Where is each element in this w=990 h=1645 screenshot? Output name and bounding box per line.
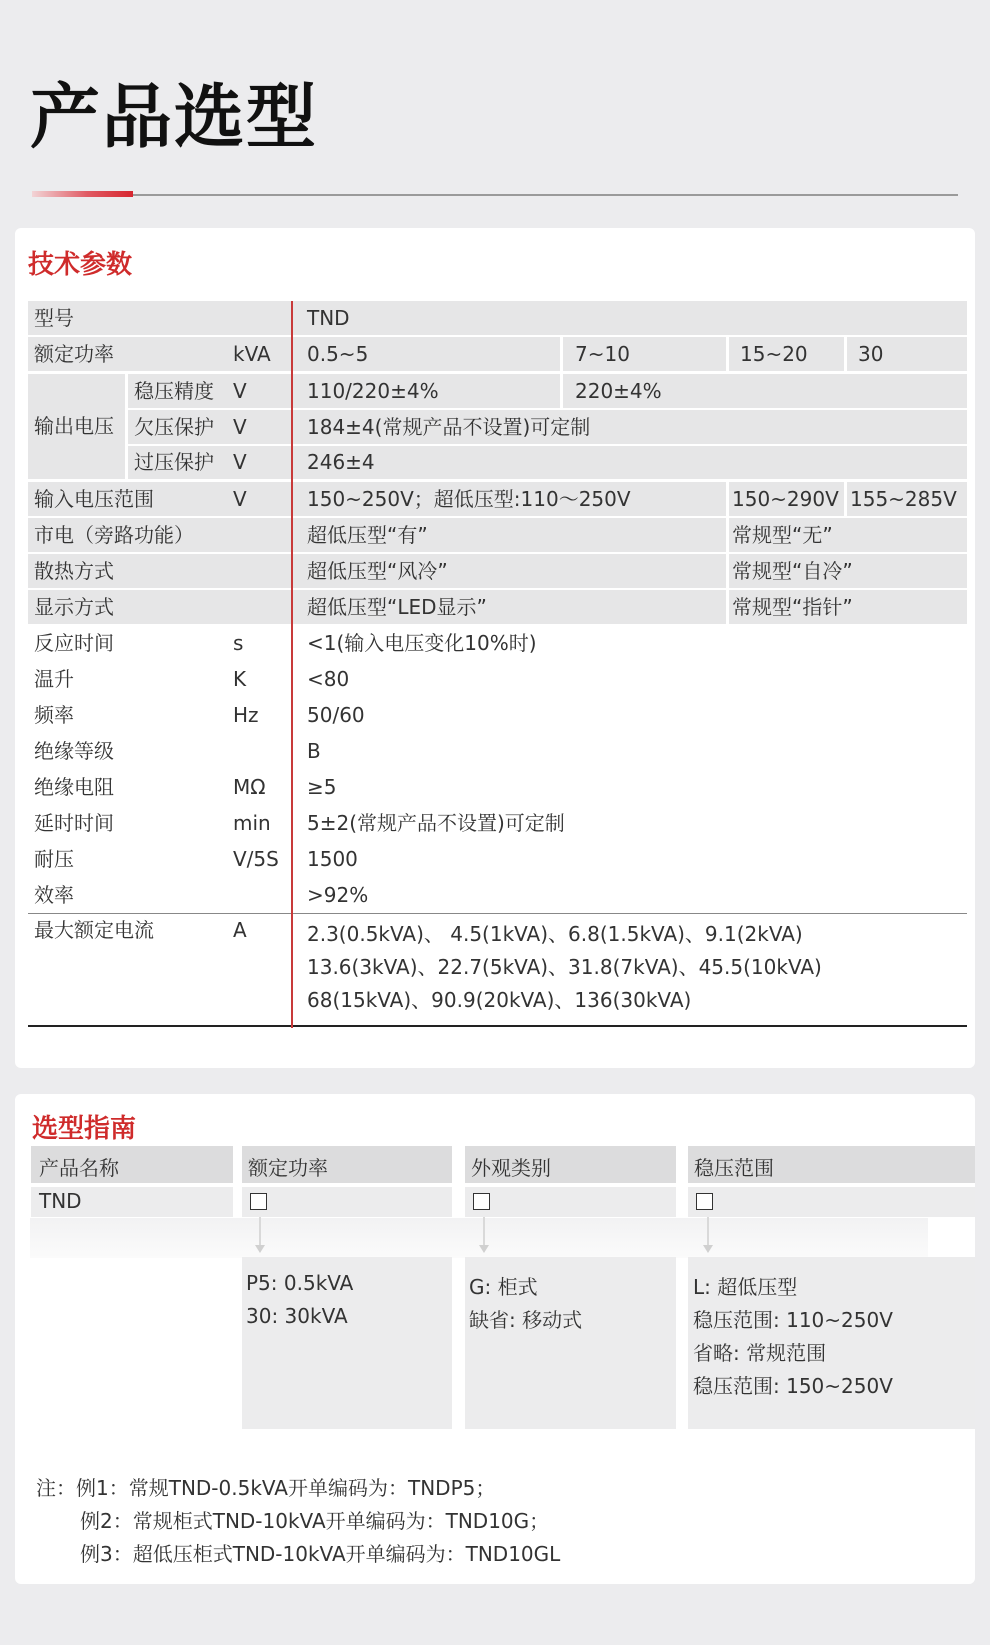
appearance-option: G: 柜式 [469,1275,538,1299]
bypass-label: 市电（旁路功能） [34,523,194,547]
cooling-label: 散热方式 [34,559,114,583]
power-option: 30: 30kVA [246,1304,348,1328]
range-option: 省略: 常规范围 [693,1341,827,1365]
header-label: 外观类别 [471,1156,551,1180]
table-row [28,626,967,660]
power-code-checkbox[interactable] [250,1193,267,1210]
row-value: 5±2(常规产品不设置)可定制 [307,811,565,835]
table-row [28,734,967,768]
row-label: 反应时间 [34,631,114,655]
power-value: 0.5~5 [307,342,369,366]
appearance-code-cell [465,1187,676,1217]
range-option: L: 超低压型 [693,1275,798,1299]
specs-title: 技术参数 [28,250,133,280]
table-row [28,662,967,696]
table-row [28,337,967,371]
undervoltage-value: 184±4(常规产品不设置)可定制 [307,415,591,439]
row-value: 1500 [307,847,358,871]
title-divider [32,194,958,196]
input-range-value: 155~285V [850,487,957,511]
display-value: 常规型“指针” [732,595,853,619]
display-label: 显示方式 [34,595,114,619]
row-value: ≥5 [307,775,337,799]
row-unit: min [233,811,271,835]
row-unit: V/5S [233,847,279,871]
range-option: 稳压范围: 150~250V [693,1374,893,1398]
range-option: 稳压范围: 110~250V [693,1308,893,1332]
product-name: TND [39,1189,82,1213]
model-label: 型号 [34,306,74,330]
page-title: 产品选型 [30,76,318,158]
table-row [28,698,967,732]
row-value: <80 [307,667,350,691]
max-current-label: 最大额定电流 [34,918,154,942]
row-unit: Hz [233,703,259,727]
row-label: 绝缘等级 [34,739,114,763]
appearance-options-box [465,1257,676,1429]
row-value: B [307,739,321,763]
range-code-checkbox[interactable] [696,1193,713,1210]
spec-table [28,301,967,1028]
max-current-line: 13.6(3kVA)、22.7(5kVA)、31.8(7kVA)、45.5(10kVA) [307,955,822,979]
appearance-code-checkbox[interactable] [473,1193,490,1210]
guide-header [465,1146,676,1183]
header-label: 额定功率 [248,1156,328,1180]
row-label: 效率 [34,883,74,907]
guide-header [688,1146,975,1183]
row-label: 耐压 [34,847,74,871]
bypass-value: 常规型“无” [732,523,833,547]
regulation-label: 稳压精度 [134,379,214,403]
down-arrow-icon [483,1217,485,1251]
row-unit: s [233,631,244,655]
power-label: 额定功率 [34,342,114,366]
power-option: P5: 0.5kVA [246,1271,354,1295]
power-value: 15~20 [740,342,808,366]
table-row [28,301,967,335]
row-label: 绝缘电阻 [34,775,114,799]
cooling-value: 常规型“自冷” [732,559,853,583]
down-arrow-icon [259,1217,261,1251]
row-label: 延时时间 [34,811,114,835]
title-accent-bar [32,191,133,197]
overvoltage-value: 246±4 [307,450,375,474]
guide-header [242,1146,452,1183]
max-current-line: 2.3(0.5kVA)、 4.5(1kVA)、6.8(1.5kVA)、9.1(2kVA) [307,922,803,946]
input-range-value: 150~290V [732,487,839,511]
power-value: 30 [858,342,884,366]
model-value: TND [307,306,350,330]
max-current-line: 68(15kVA)、90.9(20kVA)、136(30kVA) [307,988,692,1012]
guide-title: 选型指南 [32,1114,137,1144]
header-label: 稳压范围 [694,1156,774,1180]
bypass-value: 超低压型“有” [307,523,428,547]
power-value: 7~10 [575,342,630,366]
down-arrow-icon [707,1217,709,1251]
product-name-cell [31,1187,233,1217]
table-row [28,770,967,804]
power-unit: kVA [233,342,271,366]
row-value: >92% [307,883,369,907]
note-line: 注：例1：常规TND-0.5kVA开单编码为：TNDP5； [36,1476,496,1500]
row-label: 频率 [34,703,74,727]
note-line: 例3：超低压柜式TND-10kVA开单编码为：TND10GL [80,1542,561,1566]
display-value: 超低压型“LED显示” [307,595,487,619]
undervoltage-unit: V [233,415,247,439]
input-range-value: 150~250V；超低压型:110～250V [307,487,631,511]
specs-card [15,228,975,1068]
row-value: 50/60 [307,703,365,727]
table-row [28,842,967,876]
note-line: 例2：常规柜式TND-10kVA开单编码为：TND10G； [80,1509,550,1533]
undervoltage-label: 欠压保护 [134,415,214,439]
header-label: 产品名称 [39,1156,119,1180]
appearance-option: 缺省: 移动式 [469,1308,583,1332]
range-code-cell [688,1187,975,1217]
overvoltage-unit: V [233,450,247,474]
row-value: <1(输入电压变化10%时) [307,631,537,655]
row-unit: K [233,667,247,691]
output-voltage-label: 输出电压 [34,414,114,438]
input-range-unit: V [233,487,247,511]
column-divider [291,301,293,1028]
input-range-label: 输入电压范围 [34,487,154,511]
max-current-unit: A [233,918,247,942]
row-label: 温升 [34,667,74,691]
cooling-value: 超低压型“风冷” [307,559,448,583]
range-options-box [688,1257,975,1429]
regulation-value: 110/220±4% [307,379,439,403]
overvoltage-label: 过压保护 [134,450,214,474]
regulation-unit: V [233,379,247,403]
table-bottom-border [28,1025,967,1027]
guide-card [15,1094,975,1584]
regulation-value: 220±4% [575,379,662,403]
power-code-cell [242,1187,452,1217]
table-row [28,878,967,912]
power-options-box [242,1257,452,1429]
row-unit: MΩ [233,775,266,799]
guide-header [31,1146,233,1183]
table-row [28,806,967,840]
row-divider [28,913,967,914]
